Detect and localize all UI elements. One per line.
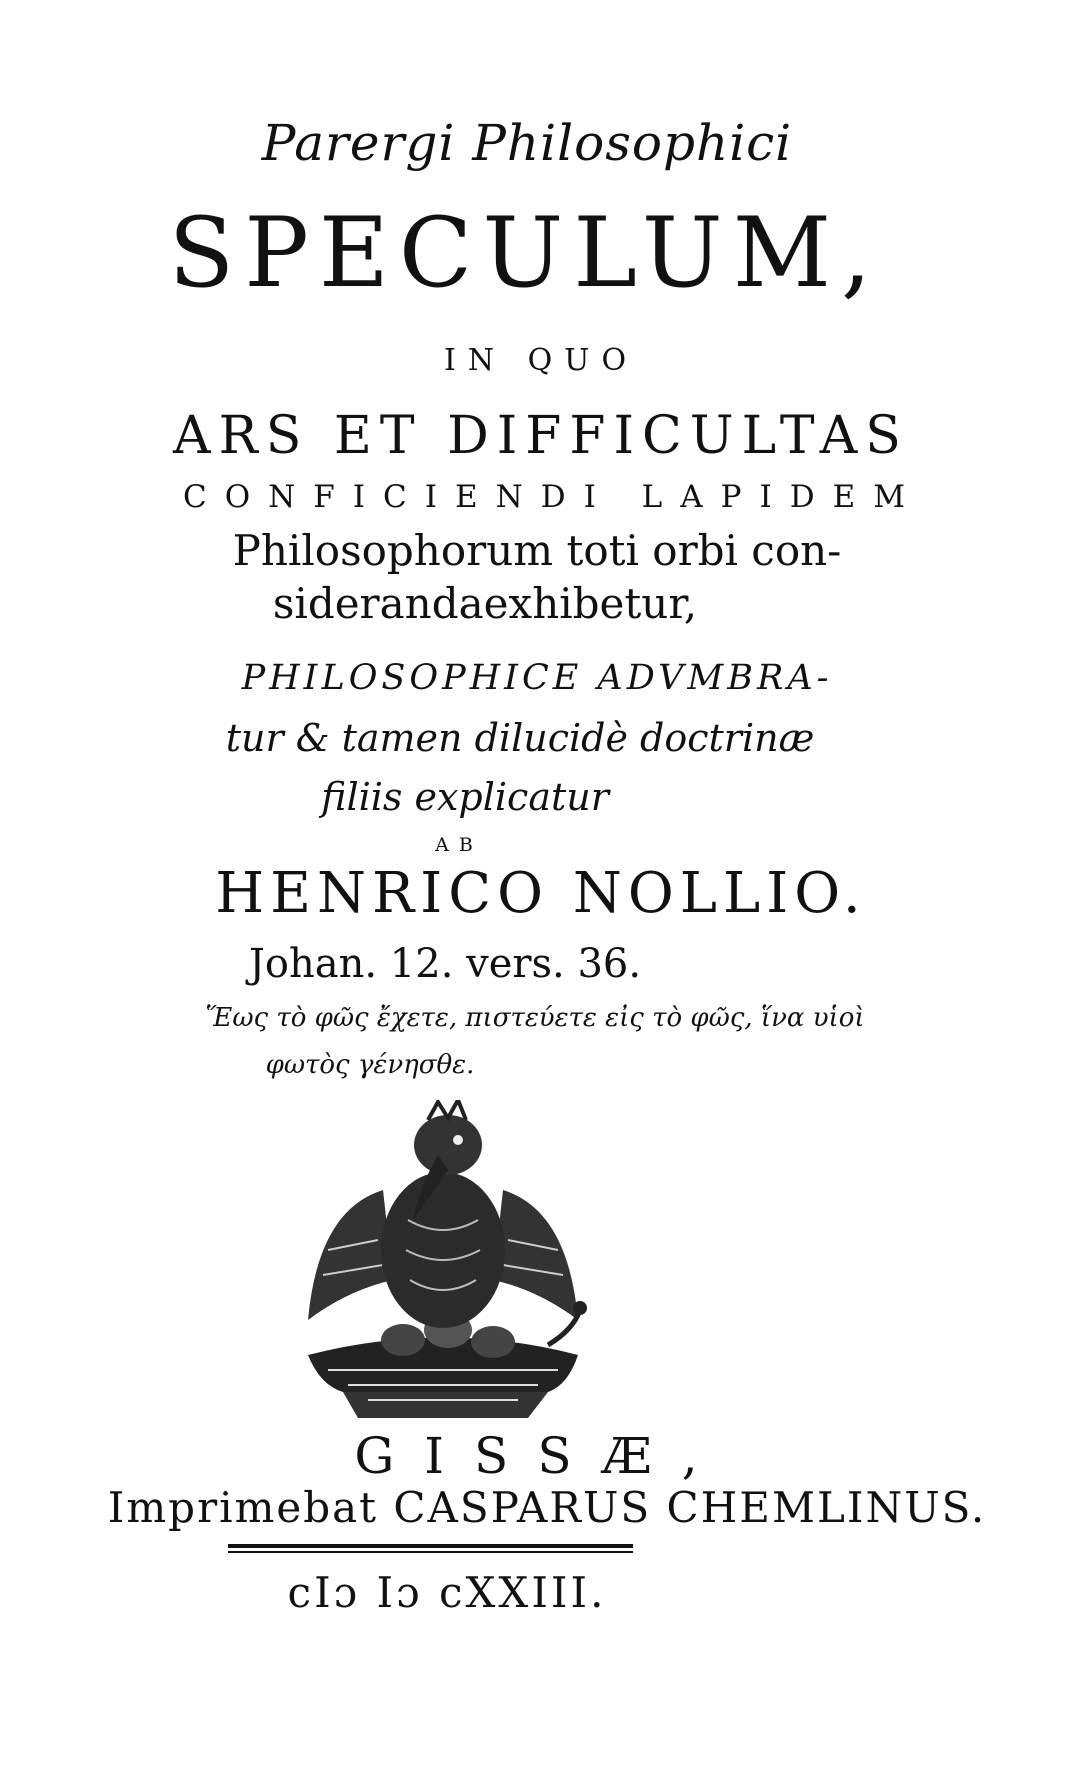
text-line: filiis explicatur [321,775,609,819]
main-title: SPECULUM, [168,197,882,309]
text-line: ARS ET DIFFICULTAS [173,406,909,466]
divider-rule [228,1551,633,1553]
text-line: IN QUO [443,343,639,378]
text-line: CONFICIENDI LAPIDEM [183,479,923,515]
text-line: Philosophorum toti orbi con- [232,526,842,575]
imprint-city: GISSÆ, [354,1427,728,1485]
author-name: HENRICO NOLLIO. [215,861,867,926]
printer-line: Imprimebat CASPARUS CHEMLINUS. [107,1483,987,1532]
text-line: siderandaexhibetur, [272,579,698,628]
text-line: tur & tamen dilucidè doctrinæ [225,716,815,760]
greek-quote: Ἕως τὸ φῶς ἔχετε, πιστεύετε εἰς τὸ φῶς, ἵνα υἱοὶ [205,1003,865,1033]
text-line: PHILOSOPHICE ADVMBRA- [241,658,833,698]
scripture-reference: Johan. 12. vers. 36. [248,941,642,987]
subtitle-line: Parergi Philosophici [261,114,793,172]
text-line: AB [435,834,483,856]
divider-rule [228,1544,633,1548]
pelican-in-piety-icon [298,1100,588,1420]
greek-quote: φωτὸς γένησθε. [265,1050,475,1080]
publication-date: cIɔ Iɔ cXXIII. [287,1568,607,1617]
